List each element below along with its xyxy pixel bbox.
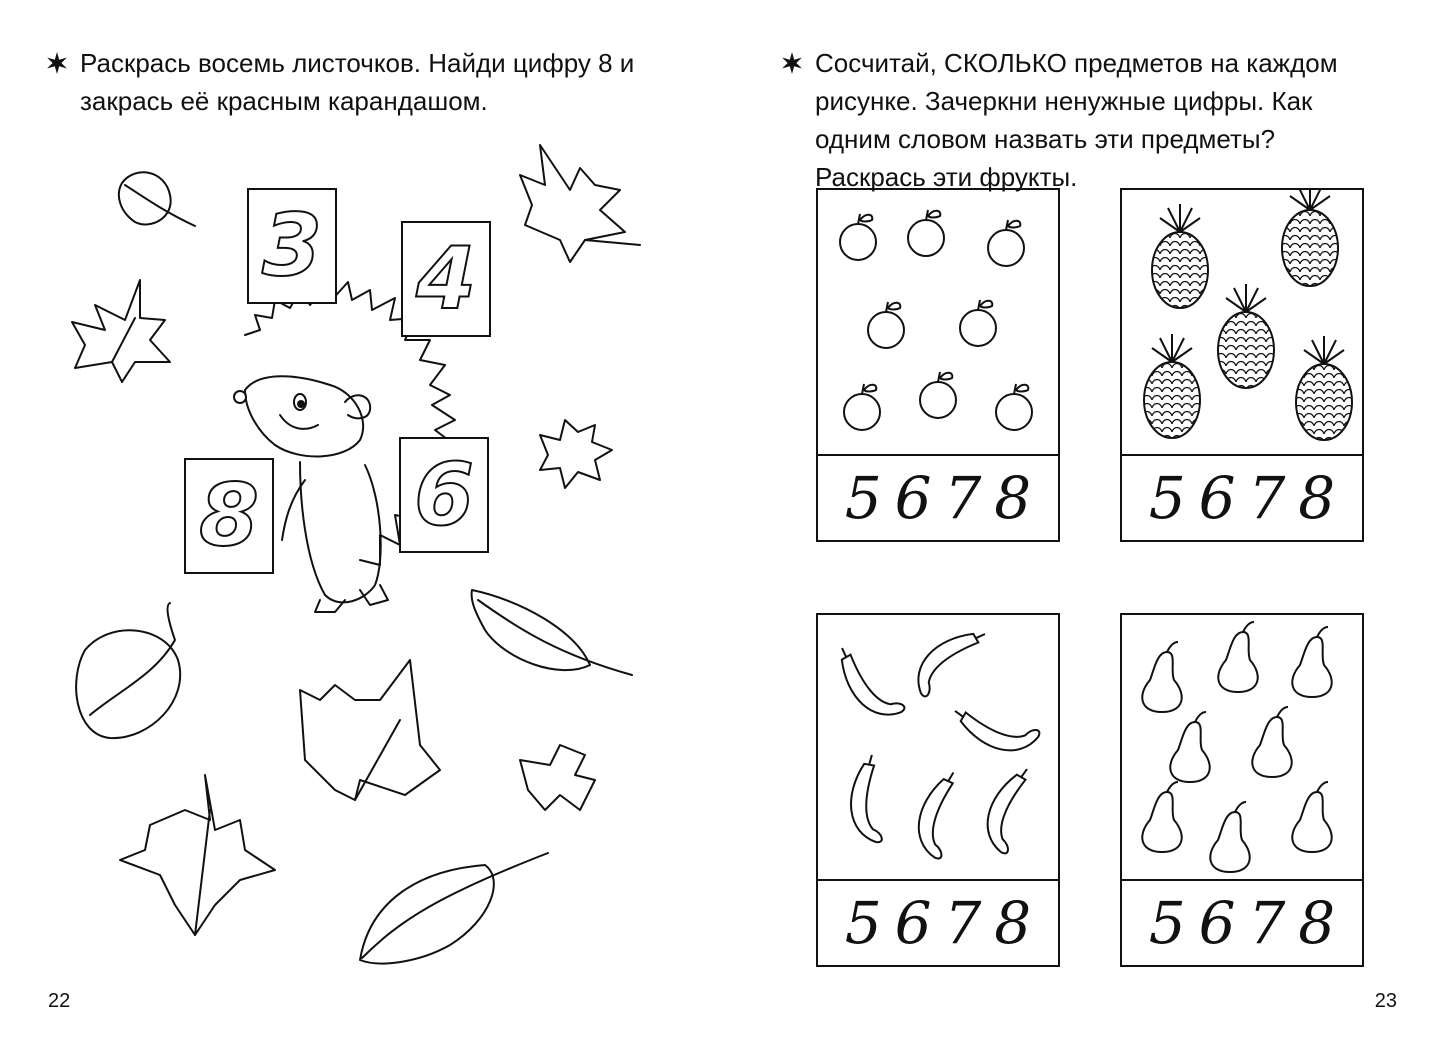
- pineapple: [1296, 336, 1352, 440]
- pears-picture: [1122, 615, 1366, 883]
- digit-8[interactable]: 8: [994, 889, 1032, 957]
- oval-leaf-2: [472, 590, 632, 675]
- digit-8[interactable]: 8: [994, 464, 1032, 532]
- digit-card-8: [184, 458, 274, 574]
- small-leaf-1: [119, 172, 195, 226]
- pear: [1292, 627, 1331, 697]
- pineapple: [1144, 334, 1200, 438]
- apple: [920, 372, 956, 418]
- digit-card-3-label: 3: [262, 196, 322, 296]
- page-number-right: 23: [1374, 990, 1397, 1012]
- pear: [1292, 782, 1331, 852]
- digit-8[interactable]: 8: [1298, 464, 1336, 532]
- digit-card-3: [247, 188, 337, 304]
- apple: [988, 220, 1024, 266]
- pear: [1218, 622, 1257, 692]
- digit-card-4-label: 4: [416, 229, 476, 329]
- digit-row-bananas: [818, 879, 1058, 965]
- bananas-picture: [818, 615, 1062, 883]
- card-bananas: [816, 613, 1060, 967]
- pineapples-picture: [1122, 190, 1366, 458]
- digit-5[interactable]: 5: [844, 889, 882, 957]
- pear: [1252, 707, 1291, 777]
- digit-row-pears: [1122, 879, 1362, 965]
- pear: [1142, 642, 1181, 712]
- digit-7[interactable]: 7: [944, 464, 982, 532]
- right-task: [787, 44, 1387, 196]
- banana: [949, 690, 1041, 765]
- maple-leaf-5: [520, 745, 595, 810]
- pineapple: [1218, 284, 1274, 388]
- pear: [1170, 712, 1209, 782]
- maple-leaf-4: [300, 660, 440, 800]
- asterisk-star-icon: [781, 52, 803, 74]
- card-pineapples: [1120, 188, 1364, 542]
- digit-8[interactable]: 8: [1298, 889, 1336, 957]
- digit-card-4: [401, 221, 491, 337]
- digit-row-pineapples: [1122, 454, 1362, 540]
- apple: [840, 214, 876, 260]
- digit-row-apples: [818, 454, 1058, 540]
- digit-card-8-label: 8: [199, 466, 259, 566]
- pear: [1142, 782, 1181, 852]
- digit-5[interactable]: 5: [844, 464, 882, 532]
- apple: [908, 210, 944, 256]
- long-leaf: [360, 853, 548, 964]
- apples-picture: [818, 190, 1062, 458]
- digit-6[interactable]: 6: [894, 464, 932, 532]
- digit-6[interactable]: 6: [1198, 889, 1236, 957]
- banana: [844, 753, 896, 843]
- apple: [844, 384, 880, 430]
- maple-leaf-3: [540, 420, 612, 488]
- apple: [996, 384, 1032, 430]
- left-task-text: Раскрась восемь листочков. Найди цифру 8 и закрась её красным карандашом.: [80, 48, 635, 116]
- maple-leaf-1: [72, 280, 170, 382]
- maple-leaf-2: [520, 145, 640, 262]
- digit-6[interactable]: 6: [894, 889, 932, 957]
- card-apples: [816, 188, 1060, 542]
- digit-card-6: [399, 437, 489, 553]
- digit-card-6-label: 6: [414, 445, 474, 545]
- pineapple: [1282, 190, 1338, 286]
- digit-7[interactable]: 7: [944, 889, 982, 957]
- banana: [831, 636, 906, 728]
- leaves-and-hedgehog-illustration: [0, 0, 722, 1000]
- digit-5[interactable]: 5: [1148, 464, 1186, 532]
- digit-7[interactable]: 7: [1248, 464, 1286, 532]
- digit-6[interactable]: 6: [1198, 464, 1236, 532]
- left-page: [0, 0, 722, 1051]
- apple: [868, 302, 904, 348]
- banana: [906, 767, 976, 860]
- pineapple: [1152, 204, 1208, 308]
- digit-7[interactable]: 7: [1248, 889, 1286, 957]
- page-number-left: 22: [48, 990, 71, 1012]
- oval-leaf-1: [76, 603, 180, 738]
- banana: [905, 623, 997, 698]
- maple-leaf-6: [120, 775, 275, 935]
- right-page: [722, 0, 1445, 1051]
- pear: [1210, 802, 1249, 872]
- banana: [973, 763, 1048, 855]
- right-task-text: Сосчитай, СКОЛЬКО предметов на каждом рисунке. Зачеркни ненужные цифры. Как одним словом назвать эти предметы? Раскрась эти фрукты.: [815, 48, 1338, 192]
- card-pears: [1120, 613, 1364, 967]
- apple: [960, 300, 996, 346]
- digit-5[interactable]: 5: [1148, 889, 1186, 957]
